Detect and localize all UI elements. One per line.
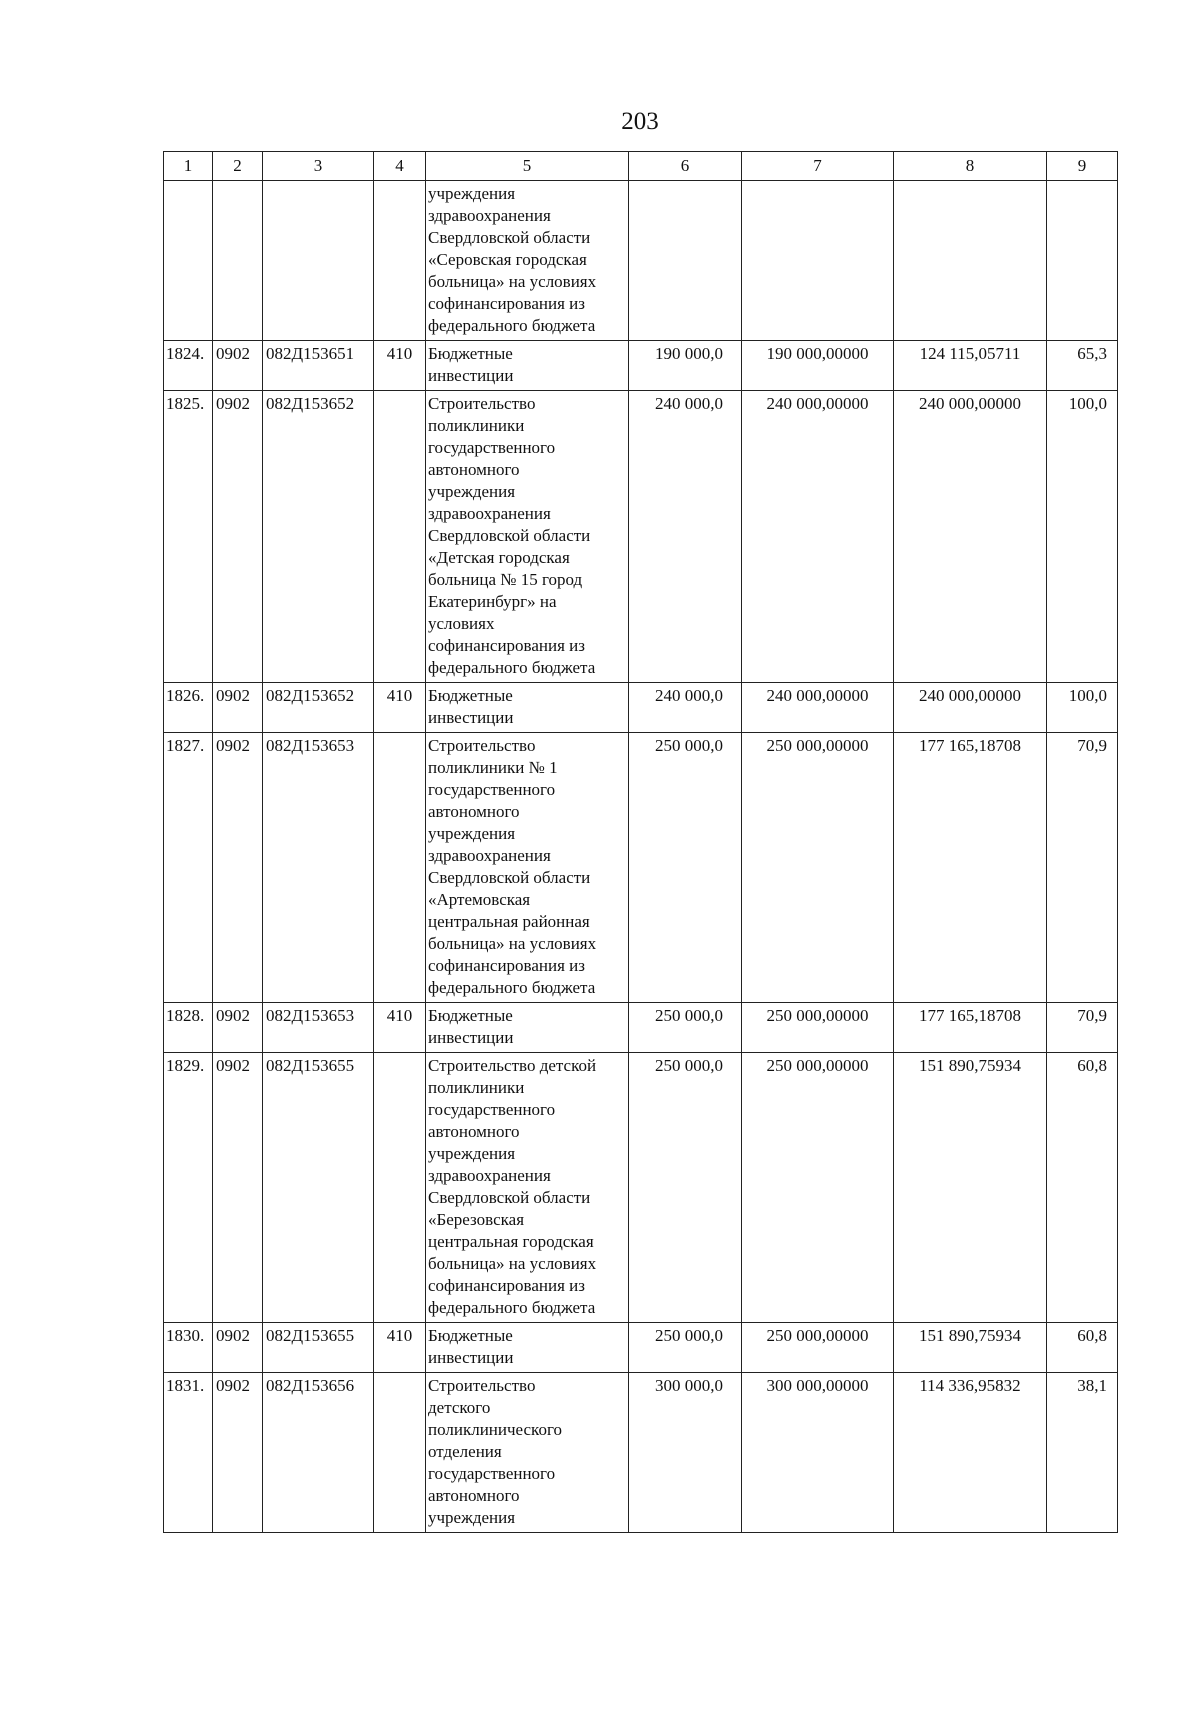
table-header-row — [164, 152, 1118, 181]
description-cell: Бюджетные инвестиции — [426, 341, 629, 391]
table-row — [164, 733, 1118, 1003]
executed-amount-cell: 151 890,75934 — [894, 1053, 1047, 1323]
target-code-cell: 082Д153653 — [263, 733, 374, 1003]
table-row — [164, 181, 1118, 341]
row-number-cell: 1826. — [164, 683, 213, 733]
expense-type-cell: 410 — [374, 683, 426, 733]
row-number-cell: 1830. — [164, 1323, 213, 1373]
planned-amount-cell: 250 000,0 — [629, 1003, 742, 1053]
expense-type-cell — [374, 1053, 426, 1323]
table-row — [164, 1003, 1118, 1053]
description-cell: Строительство детского поликлинического отделения государственного автономного учреждения — [426, 1373, 629, 1533]
description-cell: Бюджетные инвестиции — [426, 1003, 629, 1053]
table-row — [164, 1323, 1118, 1373]
executed-amount-cell: 240 000,00000 — [894, 391, 1047, 683]
description-cell: Строительство детской поликлиники государственного автономного учреждения здравоохранения Свердловской области «Березовская центральная городская больница» на условиях софинансирования из федерального бюджета — [426, 1053, 629, 1323]
percent-cell: 65,3 — [1047, 341, 1118, 391]
target-code-cell: 082Д153655 — [263, 1053, 374, 1323]
percent-cell: 38,1 — [1047, 1373, 1118, 1533]
header-cell: 1 — [164, 152, 213, 181]
approved-amount-cell: 250 000,00000 — [742, 1053, 894, 1323]
executed-amount-cell: 240 000,00000 — [894, 683, 1047, 733]
table-row — [164, 1053, 1118, 1323]
target-code-cell: 082Д153656 — [263, 1373, 374, 1533]
page-number: 203 — [621, 108, 659, 135]
planned-amount-cell — [629, 181, 742, 341]
section-code-cell — [213, 181, 263, 341]
expense-type-cell — [374, 1373, 426, 1533]
executed-amount-cell: 177 165,18708 — [894, 733, 1047, 1003]
table-row — [164, 1373, 1118, 1533]
budget-table — [163, 151, 1118, 1533]
row-number-cell: 1829. — [164, 1053, 213, 1323]
percent-cell — [1047, 181, 1118, 341]
section-code-cell: 0902 — [213, 683, 263, 733]
target-code-cell: 082Д153652 — [263, 683, 374, 733]
table-row — [164, 341, 1118, 391]
description-cell: Бюджетные инвестиции — [426, 1323, 629, 1373]
planned-amount-cell: 240 000,0 — [629, 683, 742, 733]
percent-cell: 100,0 — [1047, 683, 1118, 733]
target-code-cell — [263, 181, 374, 341]
approved-amount-cell — [742, 181, 894, 341]
row-number-cell: 1827. — [164, 733, 213, 1003]
executed-amount-cell — [894, 181, 1047, 341]
header-cell: 4 — [374, 152, 426, 181]
approved-amount-cell: 300 000,00000 — [742, 1373, 894, 1533]
expense-type-cell — [374, 391, 426, 683]
planned-amount-cell: 190 000,0 — [629, 341, 742, 391]
percent-cell: 70,9 — [1047, 1003, 1118, 1053]
header-cell: 6 — [629, 152, 742, 181]
section-code-cell: 0902 — [213, 1003, 263, 1053]
section-code-cell: 0902 — [213, 391, 263, 683]
section-code-cell: 0902 — [213, 1373, 263, 1533]
expense-type-cell — [374, 733, 426, 1003]
approved-amount-cell: 190 000,00000 — [742, 341, 894, 391]
planned-amount-cell: 250 000,0 — [629, 1053, 742, 1323]
row-number-cell: 1825. — [164, 391, 213, 683]
planned-amount-cell: 300 000,0 — [629, 1373, 742, 1533]
percent-cell: 60,8 — [1047, 1323, 1118, 1373]
expense-type-cell — [374, 181, 426, 341]
header-cell: 7 — [742, 152, 894, 181]
expense-type-cell: 410 — [374, 341, 426, 391]
executed-amount-cell: 177 165,18708 — [894, 1003, 1047, 1053]
target-code-cell: 082Д153653 — [263, 1003, 374, 1053]
target-code-cell: 082Д153655 — [263, 1323, 374, 1373]
expense-type-cell: 410 — [374, 1323, 426, 1373]
approved-amount-cell: 250 000,00000 — [742, 1003, 894, 1053]
description-cell: учреждения здравоохранения Свердловской области «Серовская городская больница» на условиях софинансирования из федерального бюджета — [426, 181, 629, 341]
expense-type-cell: 410 — [374, 1003, 426, 1053]
description-cell: Строительство поликлиники № 1 государственного автономного учреждения здравоохранения Свердловской области «Артемовская центральная районная больница» на условиях софинансирования из федерального бюджета — [426, 733, 629, 1003]
header-cell: 2 — [213, 152, 263, 181]
description-cell: Строительство поликлиники государственного автономного учреждения здравоохранения Свердловской области «Детская городская больница № 15 город Екатеринбург» на условиях софинансирования из федерального бюджета — [426, 391, 629, 683]
approved-amount-cell: 250 000,00000 — [742, 733, 894, 1003]
target-code-cell: 082Д153652 — [263, 391, 374, 683]
executed-amount-cell: 124 115,05711 — [894, 341, 1047, 391]
approved-amount-cell: 240 000,00000 — [742, 683, 894, 733]
executed-amount-cell: 114 336,95832 — [894, 1373, 1047, 1533]
executed-amount-cell: 151 890,75934 — [894, 1323, 1047, 1373]
row-number-cell — [164, 181, 213, 341]
percent-cell: 70,9 — [1047, 733, 1118, 1003]
section-code-cell: 0902 — [213, 733, 263, 1003]
header-cell: 3 — [263, 152, 374, 181]
row-number-cell: 1824. — [164, 341, 213, 391]
header-cell: 8 — [894, 152, 1047, 181]
table-row — [164, 391, 1118, 683]
row-number-cell: 1828. — [164, 1003, 213, 1053]
section-code-cell: 0902 — [213, 341, 263, 391]
percent-cell: 60,8 — [1047, 1053, 1118, 1323]
planned-amount-cell: 240 000,0 — [629, 391, 742, 683]
planned-amount-cell: 250 000,0 — [629, 1323, 742, 1373]
description-cell: Бюджетные инвестиции — [426, 683, 629, 733]
approved-amount-cell: 240 000,00000 — [742, 391, 894, 683]
row-number-cell: 1831. — [164, 1373, 213, 1533]
approved-amount-cell: 250 000,00000 — [742, 1323, 894, 1373]
section-code-cell: 0902 — [213, 1053, 263, 1323]
table-row — [164, 683, 1118, 733]
target-code-cell: 082Д153651 — [263, 341, 374, 391]
header-cell: 9 — [1047, 152, 1118, 181]
percent-cell: 100,0 — [1047, 391, 1118, 683]
header-cell: 5 — [426, 152, 629, 181]
section-code-cell: 0902 — [213, 1323, 263, 1373]
planned-amount-cell: 250 000,0 — [629, 733, 742, 1003]
